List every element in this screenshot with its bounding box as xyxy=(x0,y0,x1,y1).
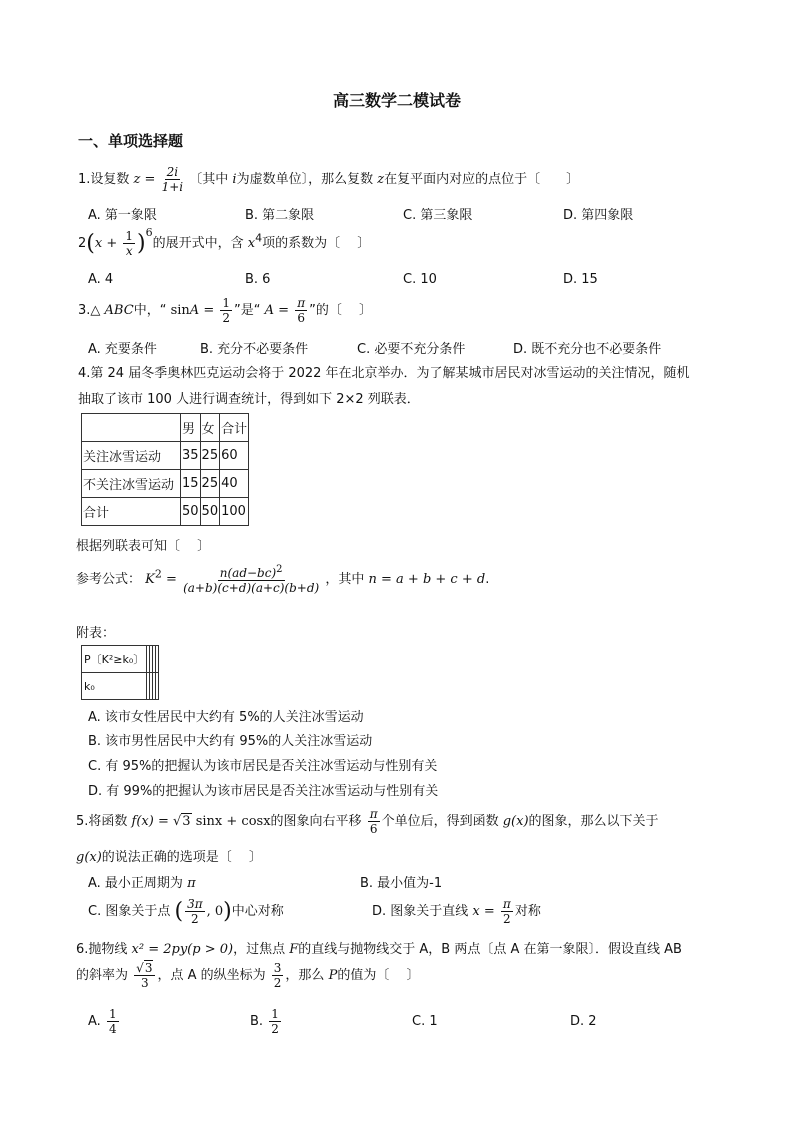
q3-num: 1 xyxy=(222,296,230,310)
q5-tail1: 的图象，那么以下关于 xyxy=(528,814,659,829)
q5-option-a xyxy=(88,872,196,891)
q1-option-d: D. 第四象限 xyxy=(563,208,634,223)
q5-option-d-tail: 对称 xyxy=(514,904,541,919)
q3-den: 2 xyxy=(222,311,230,325)
q6-slope-sqrt: 3 xyxy=(144,961,153,975)
q3-mid2: ”是“ xyxy=(234,303,261,318)
formula-where: ，其中 xyxy=(325,572,365,587)
reference-formula xyxy=(76,565,489,594)
q5-option-c-fraction xyxy=(185,898,205,925)
formula-K-exp: 2 xyxy=(154,567,162,581)
q2-open-paren: ( xyxy=(86,231,95,256)
table-cell: 35 xyxy=(181,442,201,470)
q5-option-c xyxy=(88,898,284,925)
q2-num: 1 xyxy=(125,229,134,243)
table-cell: 15 xyxy=(181,470,201,498)
contingency-table-grid xyxy=(81,413,249,526)
q4-after-table: 根据列联表可知〔 〕 xyxy=(76,539,211,554)
table-row xyxy=(82,498,249,526)
q2-option-d: D. 15 xyxy=(563,272,598,287)
q3-den2: 6 xyxy=(297,311,305,325)
formula-period: . xyxy=(485,572,490,587)
q5-sqrt3: 3 xyxy=(182,814,191,829)
q1-i: i xyxy=(232,172,237,187)
table-cell: 60 xyxy=(220,442,249,470)
q6-slope-fraction xyxy=(134,962,155,989)
q2-mid: 的展开式中，含 xyxy=(152,236,244,251)
q3-option-a: A. 充要条件 xyxy=(88,342,157,357)
q3-sin: sin xyxy=(170,303,190,318)
q3-option-b: B. 充分不必要条件 xyxy=(200,342,309,357)
q5-option-c-text: C. 图象关于点 xyxy=(88,904,171,919)
q4-option-c: C. 有 95%的把握认为该市居民是否关注冰雪运动与性别有关 xyxy=(88,759,438,774)
q6-option-a-label: A. xyxy=(88,1014,101,1029)
page-title: 高三数学二模试卷 xyxy=(332,91,461,110)
q6-P: P xyxy=(328,968,338,983)
q1-mid1: 〔其中 xyxy=(189,172,229,187)
q6-a-num: 1 xyxy=(108,1007,117,1021)
reference-table-grid xyxy=(81,645,159,700)
q6-equation: x² = 2py(p > 0) xyxy=(131,942,234,957)
table-cell: 50 xyxy=(181,498,201,526)
q3-tail: ”的〔 〕 xyxy=(309,303,372,318)
q5-c-open-paren: ( xyxy=(174,899,184,924)
q2-fraction xyxy=(123,230,135,257)
q5-sqrt-sign: √ xyxy=(173,814,182,829)
q2-x: x xyxy=(94,236,103,251)
q2-den: x xyxy=(125,244,133,258)
q6-line2d: 的值为〔 〕 xyxy=(337,968,420,983)
q6-slope-den: 3 xyxy=(140,976,149,990)
formula-num-exp: 2 xyxy=(276,564,283,575)
q5-prefix: 5.将函数 xyxy=(76,814,128,829)
q6-b-den: 2 xyxy=(271,1022,279,1036)
ref-empty-cell xyxy=(156,646,159,673)
formula-num-n: n xyxy=(219,566,228,580)
q5-g: g(x) xyxy=(502,814,529,829)
q6-prefix: 6.抛物线 xyxy=(76,942,128,957)
q2-option-b: B. 6 xyxy=(245,272,271,287)
contingency-table xyxy=(81,413,249,526)
q5-c-close-paren: ) xyxy=(223,899,232,924)
q1-z: z xyxy=(133,172,141,187)
formula-n-sum: n = a + b + c + d xyxy=(368,572,486,587)
q5-option-d-text: D. 图象关于直线 xyxy=(372,904,469,919)
q5-c-num: 3π xyxy=(187,897,203,911)
table-header-cell xyxy=(82,414,181,442)
q4-line-1: 4.第 24 届冬季奥林匹克运动会将于 2022 年在北京举办．为了解某城市居民对冰雪运动的关注情况，随机 xyxy=(78,366,690,381)
question-5-line-2 xyxy=(76,846,262,865)
q6-option-b-label: B. xyxy=(250,1014,264,1029)
table-row xyxy=(82,414,249,442)
q3-A: A xyxy=(189,303,200,318)
q6-option-b xyxy=(250,1008,283,1035)
q5-d-den: 2 xyxy=(503,912,511,926)
formula-K: K xyxy=(145,572,155,587)
q2-plus: + xyxy=(106,236,118,251)
q6-mid1: ，过焦点 xyxy=(233,942,286,957)
q5-g2: g(x) xyxy=(76,850,102,865)
q6-slope-num: √3 xyxy=(134,962,155,976)
q5-den: 6 xyxy=(369,822,378,836)
formula-numerator xyxy=(218,565,285,581)
q3-mid1: 中，“ xyxy=(133,303,167,318)
q1-fraction xyxy=(162,166,184,193)
q3-option-c: C. 必要不充分条件 xyxy=(357,342,466,357)
q6-y-den: 2 xyxy=(273,976,282,990)
q4-option-d: D. 有 99%的把握认为该市居民是否关注冰雪运动与性别有关 xyxy=(88,784,439,799)
q6-tail1: 的直线与抛物线交于 A，B 两点〔点 A 在第一象限〕．假设直线 AB xyxy=(298,942,682,957)
q6-line2b: ，点 A 的纵坐标为 xyxy=(157,968,266,983)
table-row xyxy=(82,442,249,470)
table-cell: 25 xyxy=(200,442,220,470)
q5-f-lhs: f(x) = xyxy=(131,814,169,829)
table-cell: 不关注冰雪运动 xyxy=(82,470,181,498)
question-3 xyxy=(78,297,372,324)
q5-c-den: 2 xyxy=(191,912,199,926)
q2-x4: x xyxy=(247,236,256,251)
table-header-cell: 合计 xyxy=(220,414,249,442)
q6-option-a-fraction xyxy=(107,1008,119,1035)
q1-option-c: C. 第三象限 xyxy=(403,208,473,223)
q3-triangle: △ xyxy=(90,303,101,318)
q6-line2c: ，那么 xyxy=(285,968,325,983)
question-2 xyxy=(78,225,371,258)
q5-mid2: 个单位后，得到函数 xyxy=(381,814,499,829)
q6-a-den: 4 xyxy=(108,1022,117,1036)
q5-option-a-pi: π xyxy=(187,876,196,891)
ref-row-label: P〔K²≥k₀〕 xyxy=(82,646,147,673)
formula-fraction xyxy=(183,565,319,594)
q1-option-b: B. 第二象限 xyxy=(245,208,315,223)
q5-mid1: 的图象向右平移 xyxy=(270,814,362,829)
ref-row-label: k₀ xyxy=(82,673,147,700)
table-header-cell: 女 xyxy=(200,414,220,442)
q2-option-a: A. 4 xyxy=(88,272,114,287)
reference-table xyxy=(81,645,159,700)
question-6-line-2 xyxy=(76,962,419,989)
q5-d-x: x = xyxy=(472,904,495,919)
question-5-line-1 xyxy=(76,808,659,835)
table-cell: 25 xyxy=(200,470,220,498)
formula-eq: = xyxy=(166,572,177,587)
q1-prefix: 1.设复数 xyxy=(78,172,130,187)
q1-option-a: A. 第一象限 xyxy=(88,208,157,223)
q5-fraction xyxy=(368,808,380,835)
q6-y-fraction xyxy=(272,962,284,989)
q6-y-num: 3 xyxy=(273,961,282,975)
q6-line2a: 的斜率为 xyxy=(76,968,129,983)
formula-denominator: (a+b)(c+d)(a+c)(b+d) xyxy=(183,581,320,595)
q1-eq: = xyxy=(144,172,156,187)
q5-option-a-text: A. 最小正周期为 xyxy=(88,876,183,891)
q1-den: 1+i xyxy=(161,180,184,194)
table-cell: 关注冰雪运动 xyxy=(82,442,181,470)
q6-option-c: C. 1 xyxy=(412,1014,438,1029)
table-cell: 50 xyxy=(200,498,220,526)
q2-prefix: 2 xyxy=(78,236,87,251)
q1-tail: 在复平面内对应的点位于〔 〕 xyxy=(384,172,580,187)
table-header-cell: 男 xyxy=(181,414,201,442)
q3-fraction-2 xyxy=(295,297,307,324)
table-cell: 100 xyxy=(220,498,249,526)
table-cell: 合计 xyxy=(82,498,181,526)
q6-b-num: 1 xyxy=(271,1007,279,1021)
q2-option-c: C. 10 xyxy=(403,272,437,287)
q6-F: F xyxy=(289,942,299,957)
section-heading: 一、单项选择题 xyxy=(78,132,184,150)
q3-eq2: = xyxy=(278,303,290,318)
q5-option-d xyxy=(372,898,541,925)
q1-num: 2i xyxy=(166,165,179,179)
q1-mid2: 为虚数单位〕，那么复数 xyxy=(236,172,374,187)
q5-option-d-fraction xyxy=(501,898,513,925)
formula-num-inner: (ad−bc) xyxy=(227,566,277,580)
question-6-line-1 xyxy=(76,938,682,957)
q2-tail: 项的系数为〔 〕 xyxy=(262,236,371,251)
formula-label: 参考公式： xyxy=(76,572,142,587)
q5-d-num: π xyxy=(502,897,511,911)
q4-option-a: A. 该市女性居民中大约有 5%的人关注冰雪运动 xyxy=(88,710,364,725)
q3-A2: A xyxy=(264,303,275,318)
q6-option-d: D. 2 xyxy=(570,1014,597,1029)
q4-option-b: B. 该市男性居民中大约有 95%的人关注冰雪运动 xyxy=(88,734,373,749)
table-row xyxy=(82,673,159,700)
q2-close-paren: ) xyxy=(137,231,146,256)
appendix-label: 附表： xyxy=(76,626,116,641)
q5-num: π xyxy=(369,807,378,821)
q4-line-2: 抽取了该市 100 人进行调查统计，得到如下 2×2 列联表． xyxy=(78,392,420,407)
q5-f-rhs: sinx + cosx xyxy=(195,814,271,829)
q1-z2: z xyxy=(377,172,385,187)
q6-option-a xyxy=(88,1008,121,1035)
table-row xyxy=(82,646,159,673)
q3-abc: ABC xyxy=(104,303,134,318)
q5-c-zero: , 0 xyxy=(206,904,224,919)
q2-exp: 6 xyxy=(145,225,153,239)
q3-fraction xyxy=(220,297,232,324)
q5-option-c-tail: 中心对称 xyxy=(231,904,284,919)
q3-prefix: 3. xyxy=(78,303,91,318)
q3-option-d: D. 既不充分也不必要条件 xyxy=(513,342,662,357)
table-row xyxy=(82,470,249,498)
q5-option-b: B. 最小值为-1 xyxy=(360,876,443,891)
q3-num2: π xyxy=(297,296,306,310)
question-1 xyxy=(78,166,579,193)
table-cell: 40 xyxy=(220,470,249,498)
q3-eq: = xyxy=(203,303,215,318)
q2-x4-exp: 4 xyxy=(255,231,263,245)
q5-tail2: 的说法正确的选项是〔 〕 xyxy=(101,850,262,865)
ref-empty-cell xyxy=(156,673,159,700)
q6-option-b-fraction xyxy=(269,1008,281,1035)
